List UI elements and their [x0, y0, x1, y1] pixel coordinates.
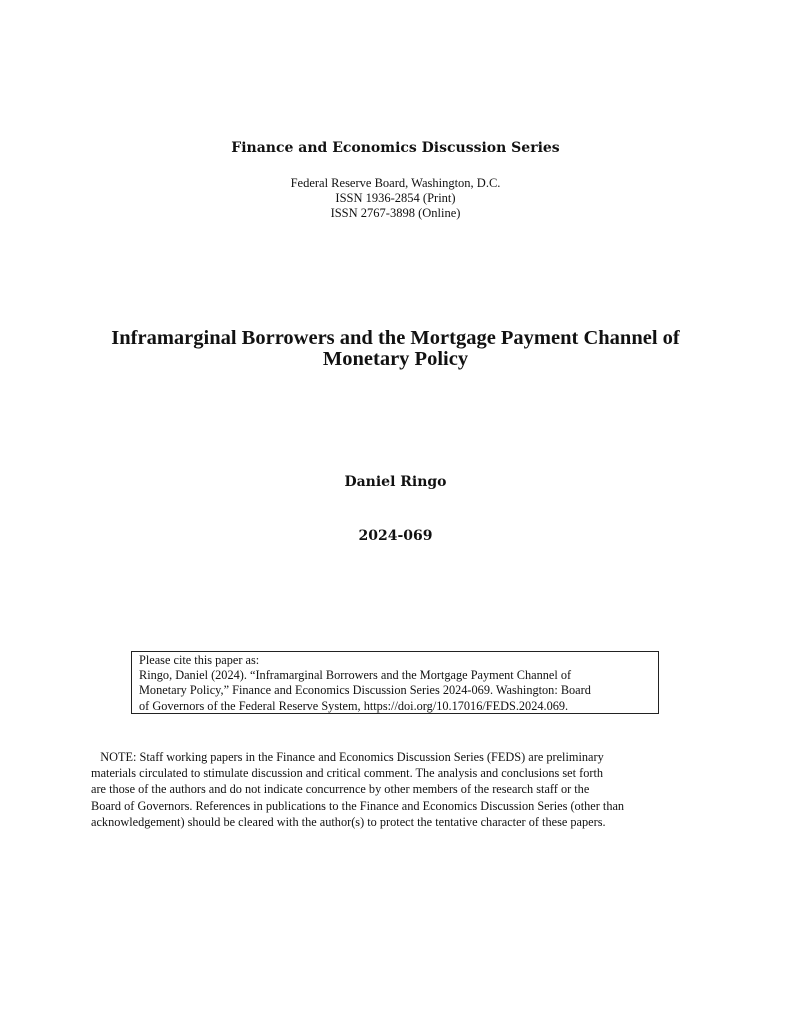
author-name: Daniel Ringo — [344, 474, 447, 490]
publisher-name: Federal Reserve Board, Washington, D.C. — [290, 176, 501, 190]
issn-online: ISSN 2767-3898 (Online) — [330, 206, 461, 220]
note-line: NOTE: Staff working papers in the Finance and Economics Discussion Series (FEDS) are preliminary — [91, 750, 604, 764]
citation-line: Ringo, Daniel (2024). “Inframarginal Borrowers and the Mortgage Payment Channel of — [139, 668, 572, 683]
note-line: Board of Governors. References in publications to the Finance and Economics Discussion Series (other than — [91, 798, 625, 813]
note-line: acknowledgement) should be cleared with the author(s) to protect the tentative character of these papers. — [91, 814, 606, 829]
citation-box — [131, 651, 659, 714]
citation-line: Please cite this paper as: — [139, 653, 260, 667]
paper-title-line-2: Monetary Policy — [322, 348, 469, 370]
paper-title — [90, 328, 701, 370]
note-line: materials circulated to stimulate discussion and critical comment. The analysis and conclusions set forth — [91, 766, 604, 781]
series-title: Finance and Economics Discussion Series — [231, 140, 560, 156]
disclaimer-note — [91, 749, 701, 830]
issn-print: ISSN 1936-2854 (Print) — [335, 191, 456, 205]
paper-number: 2024-069 — [358, 528, 433, 544]
paper-title-line-1: Inframarginal Borrowers and the Mortgage Payment Channel of — [111, 327, 680, 349]
citation-line: Monetary Policy,” Finance and Economics Discussion Series 2024-069. Washington: Board — [139, 683, 591, 698]
citation-line: of Governors of the Federal Reserve System, https://doi.org/10.17016/FEDS.2024.069. — [139, 698, 569, 713]
publisher-block — [0, 176, 791, 221]
note-line: are those of the authors and do not indicate concurrence by other members of the research staff or the — [91, 782, 590, 797]
